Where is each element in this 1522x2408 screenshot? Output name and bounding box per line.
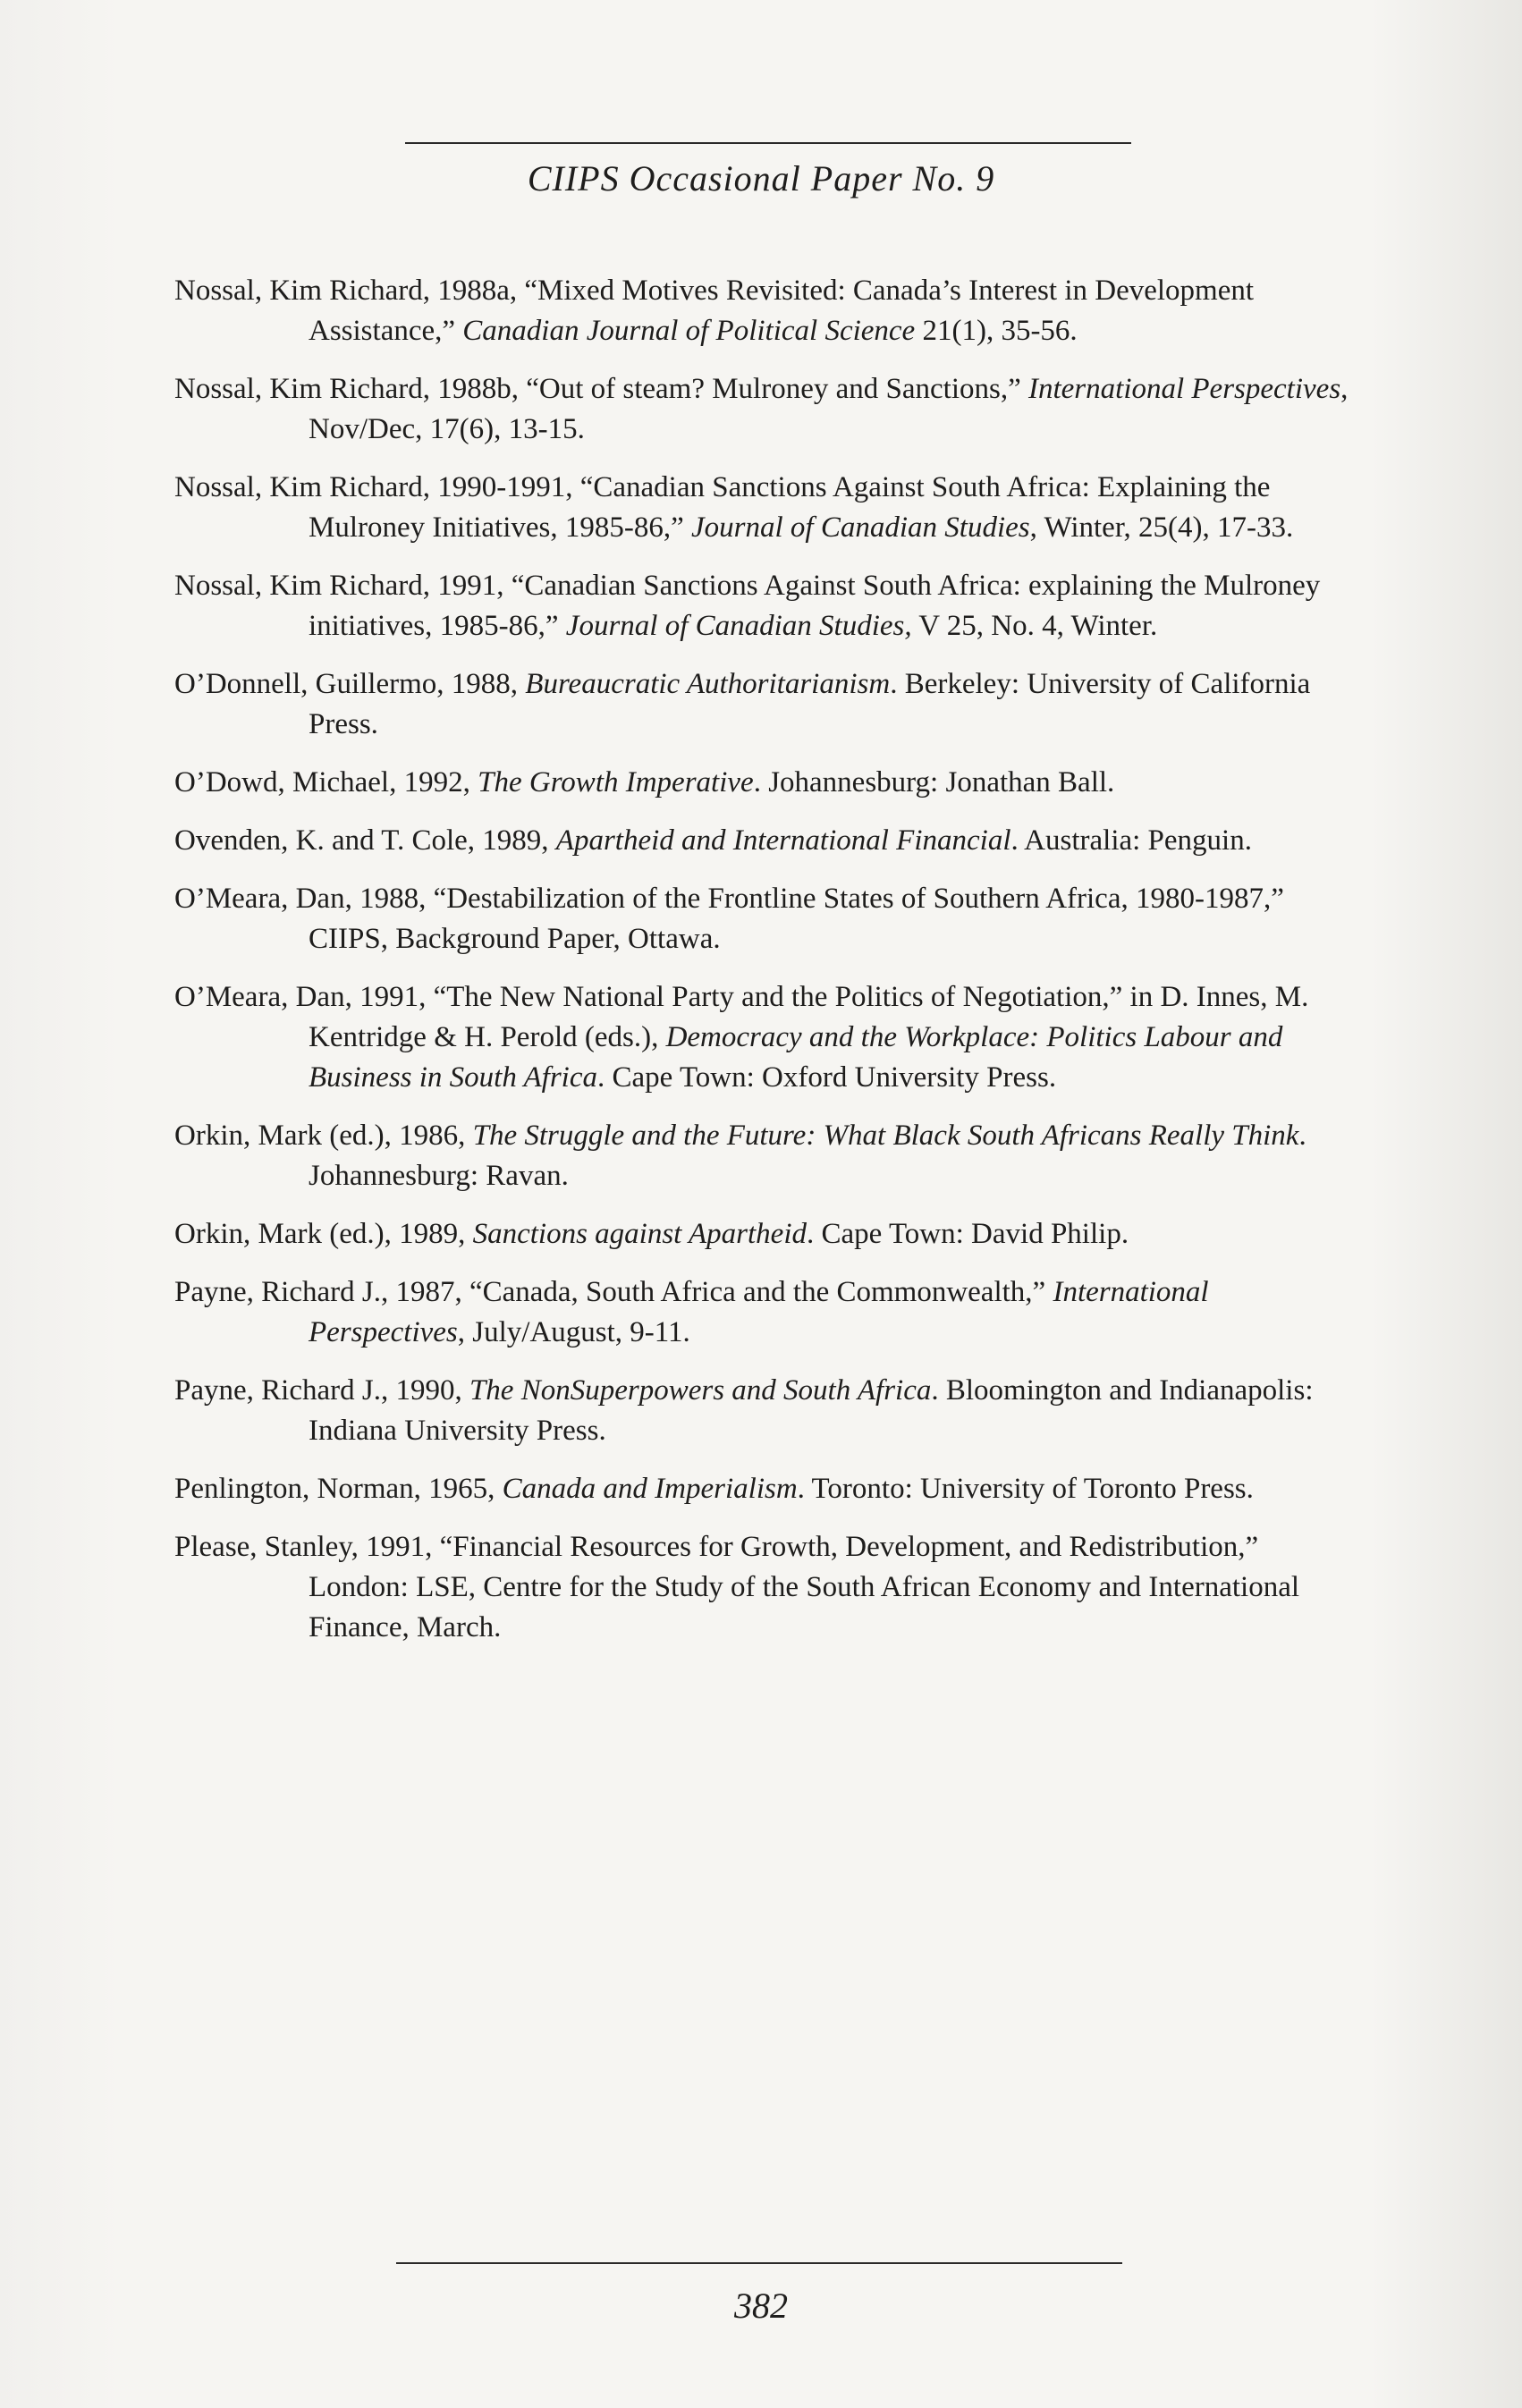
reference-title: Apartheid and International Financial: [555, 824, 1011, 857]
footer-rule: [396, 2262, 1122, 2264]
reference-title: Journal of Canadian Studies: [691, 511, 1030, 544]
reference-text: Ovenden, K. and T. Cole, 1989,: [174, 824, 556, 857]
reference-entry: [174, 566, 1350, 646]
reference-list: [174, 271, 1350, 1666]
reference-text: Orkin, Mark (ed.), 1989,: [174, 1218, 473, 1250]
reference-text: , Nov/Dec, 17(6), 13-15.: [309, 373, 1349, 445]
reference-title: Canada and Imperialism: [502, 1473, 798, 1505]
reference-entry: [174, 977, 1350, 1098]
header-rule: [405, 142, 1131, 144]
reference-text: Nossal, Kim Richard, 1988b, “Out of steam? Mulroney and Sanctions,”: [174, 373, 1028, 405]
reference-entry: [174, 1214, 1350, 1255]
reference-entry: [174, 1371, 1350, 1451]
reference-entry: [174, 369, 1350, 450]
reference-text: O’Meara, Dan, 1991, “The New National Party and the Politics of Negotiation,” in D. Innes, M. Kentridge & H. Perold (eds.),: [174, 981, 1309, 1053]
reference-title: Journal of Canadian Studies,: [565, 610, 912, 642]
reference-entry: [174, 1272, 1350, 1353]
reference-entry: [174, 879, 1350, 959]
reference-text: . Bloomington and Indianapolis: Indiana University Press.: [309, 1374, 1314, 1447]
reference-text: Nossal, Kim Richard, 1988a, “Mixed Motives Revisited: Canada’s Interest in Development Assistance,”: [174, 275, 1255, 347]
reference-text: 21(1), 35-56.: [915, 315, 1078, 347]
page-number: 382: [734, 2285, 788, 2326]
reference-title: Canadian Journal of Political Science: [462, 315, 916, 347]
reference-text: , Winter, 25(4), 17-33.: [1029, 511, 1294, 544]
reference-title: International Perspectives: [309, 1276, 1209, 1348]
reference-entry: [174, 468, 1350, 548]
reference-entry: [174, 664, 1350, 745]
reference-text: Orkin, Mark (ed.), 1986,: [174, 1120, 473, 1152]
reference-text: Nossal, Kim Richard, 1991, “Canadian Sanctions Against South Africa: explaining the Mulroney initiatives, 1985-86,”: [174, 570, 1321, 642]
reference-text: . Australia: Penguin.: [1010, 824, 1252, 857]
reference-title: Democracy and the Workplace: Politics Labour and Business in South Africa: [309, 1021, 1283, 1094]
reference-title: The NonSuperpowers and South Africa: [469, 1374, 932, 1407]
reference-text: Please, Stanley, 1991, “Financial Resources for Growth, Development, and Redistribution,” London: LSE, Centre for the Study of the South African Economy and International Finance, March.: [174, 1531, 1300, 1643]
reference-text: . Cape Town: Oxford University Press.: [596, 1061, 1057, 1094]
reference-text: . Toronto: University of Toronto Press.: [797, 1473, 1254, 1505]
reference-title: The Struggle and the Future: What Black South Africans Really Think: [472, 1120, 1299, 1152]
reference-text: O’Dowd, Michael, 1992,: [174, 766, 478, 798]
reference-text: Penlington, Norman, 1965,: [174, 1473, 503, 1505]
reference-text: Payne, Richard J., 1990,: [174, 1374, 469, 1407]
reference-text: Nossal, Kim Richard, 1990-1991, “Canadian Sanctions Against South Africa: Explaining the Mulroney Initiatives, 1985-86,”: [174, 471, 1271, 544]
reference-entry: [174, 1116, 1350, 1196]
reference-entry: [174, 821, 1350, 861]
reference-title: International Perspectives: [1028, 373, 1341, 405]
reference-text: . Johannesburg: Ravan.: [309, 1120, 1306, 1192]
reference-text: . Berkeley: University of California Press.: [309, 668, 1311, 740]
reference-entry: [174, 271, 1350, 351]
reference-text: Payne, Richard J., 1987, “Canada, South Africa and the Commonwealth,”: [174, 1276, 1053, 1308]
reference-title: The Growth Imperative: [478, 766, 754, 798]
reference-title: Sanctions against Apartheid: [472, 1218, 807, 1250]
running-header: CIIPS Occasional Paper No. 9: [527, 158, 995, 199]
reference-text: O’Donnell, Guillermo, 1988,: [174, 668, 526, 700]
reference-title: Bureaucratic Authoritarianism: [525, 668, 891, 700]
reference-entry: [174, 1469, 1350, 1509]
reference-entry: [174, 763, 1350, 803]
reference-text: V 25, No. 4, Winter.: [911, 610, 1158, 642]
reference-text: , July/August, 9-11.: [457, 1316, 690, 1348]
reference-text: . Johannesburg: Jonathan Ball.: [753, 766, 1115, 798]
reference-entry: [174, 1527, 1350, 1648]
reference-text: O’Meara, Dan, 1988, “Destabilization of the Frontline States of Southern Africa, 1980-1987,” CIIPS, Background Paper, Ottawa.: [174, 883, 1284, 955]
reference-text: . Cape Town: David Philip.: [807, 1218, 1129, 1250]
